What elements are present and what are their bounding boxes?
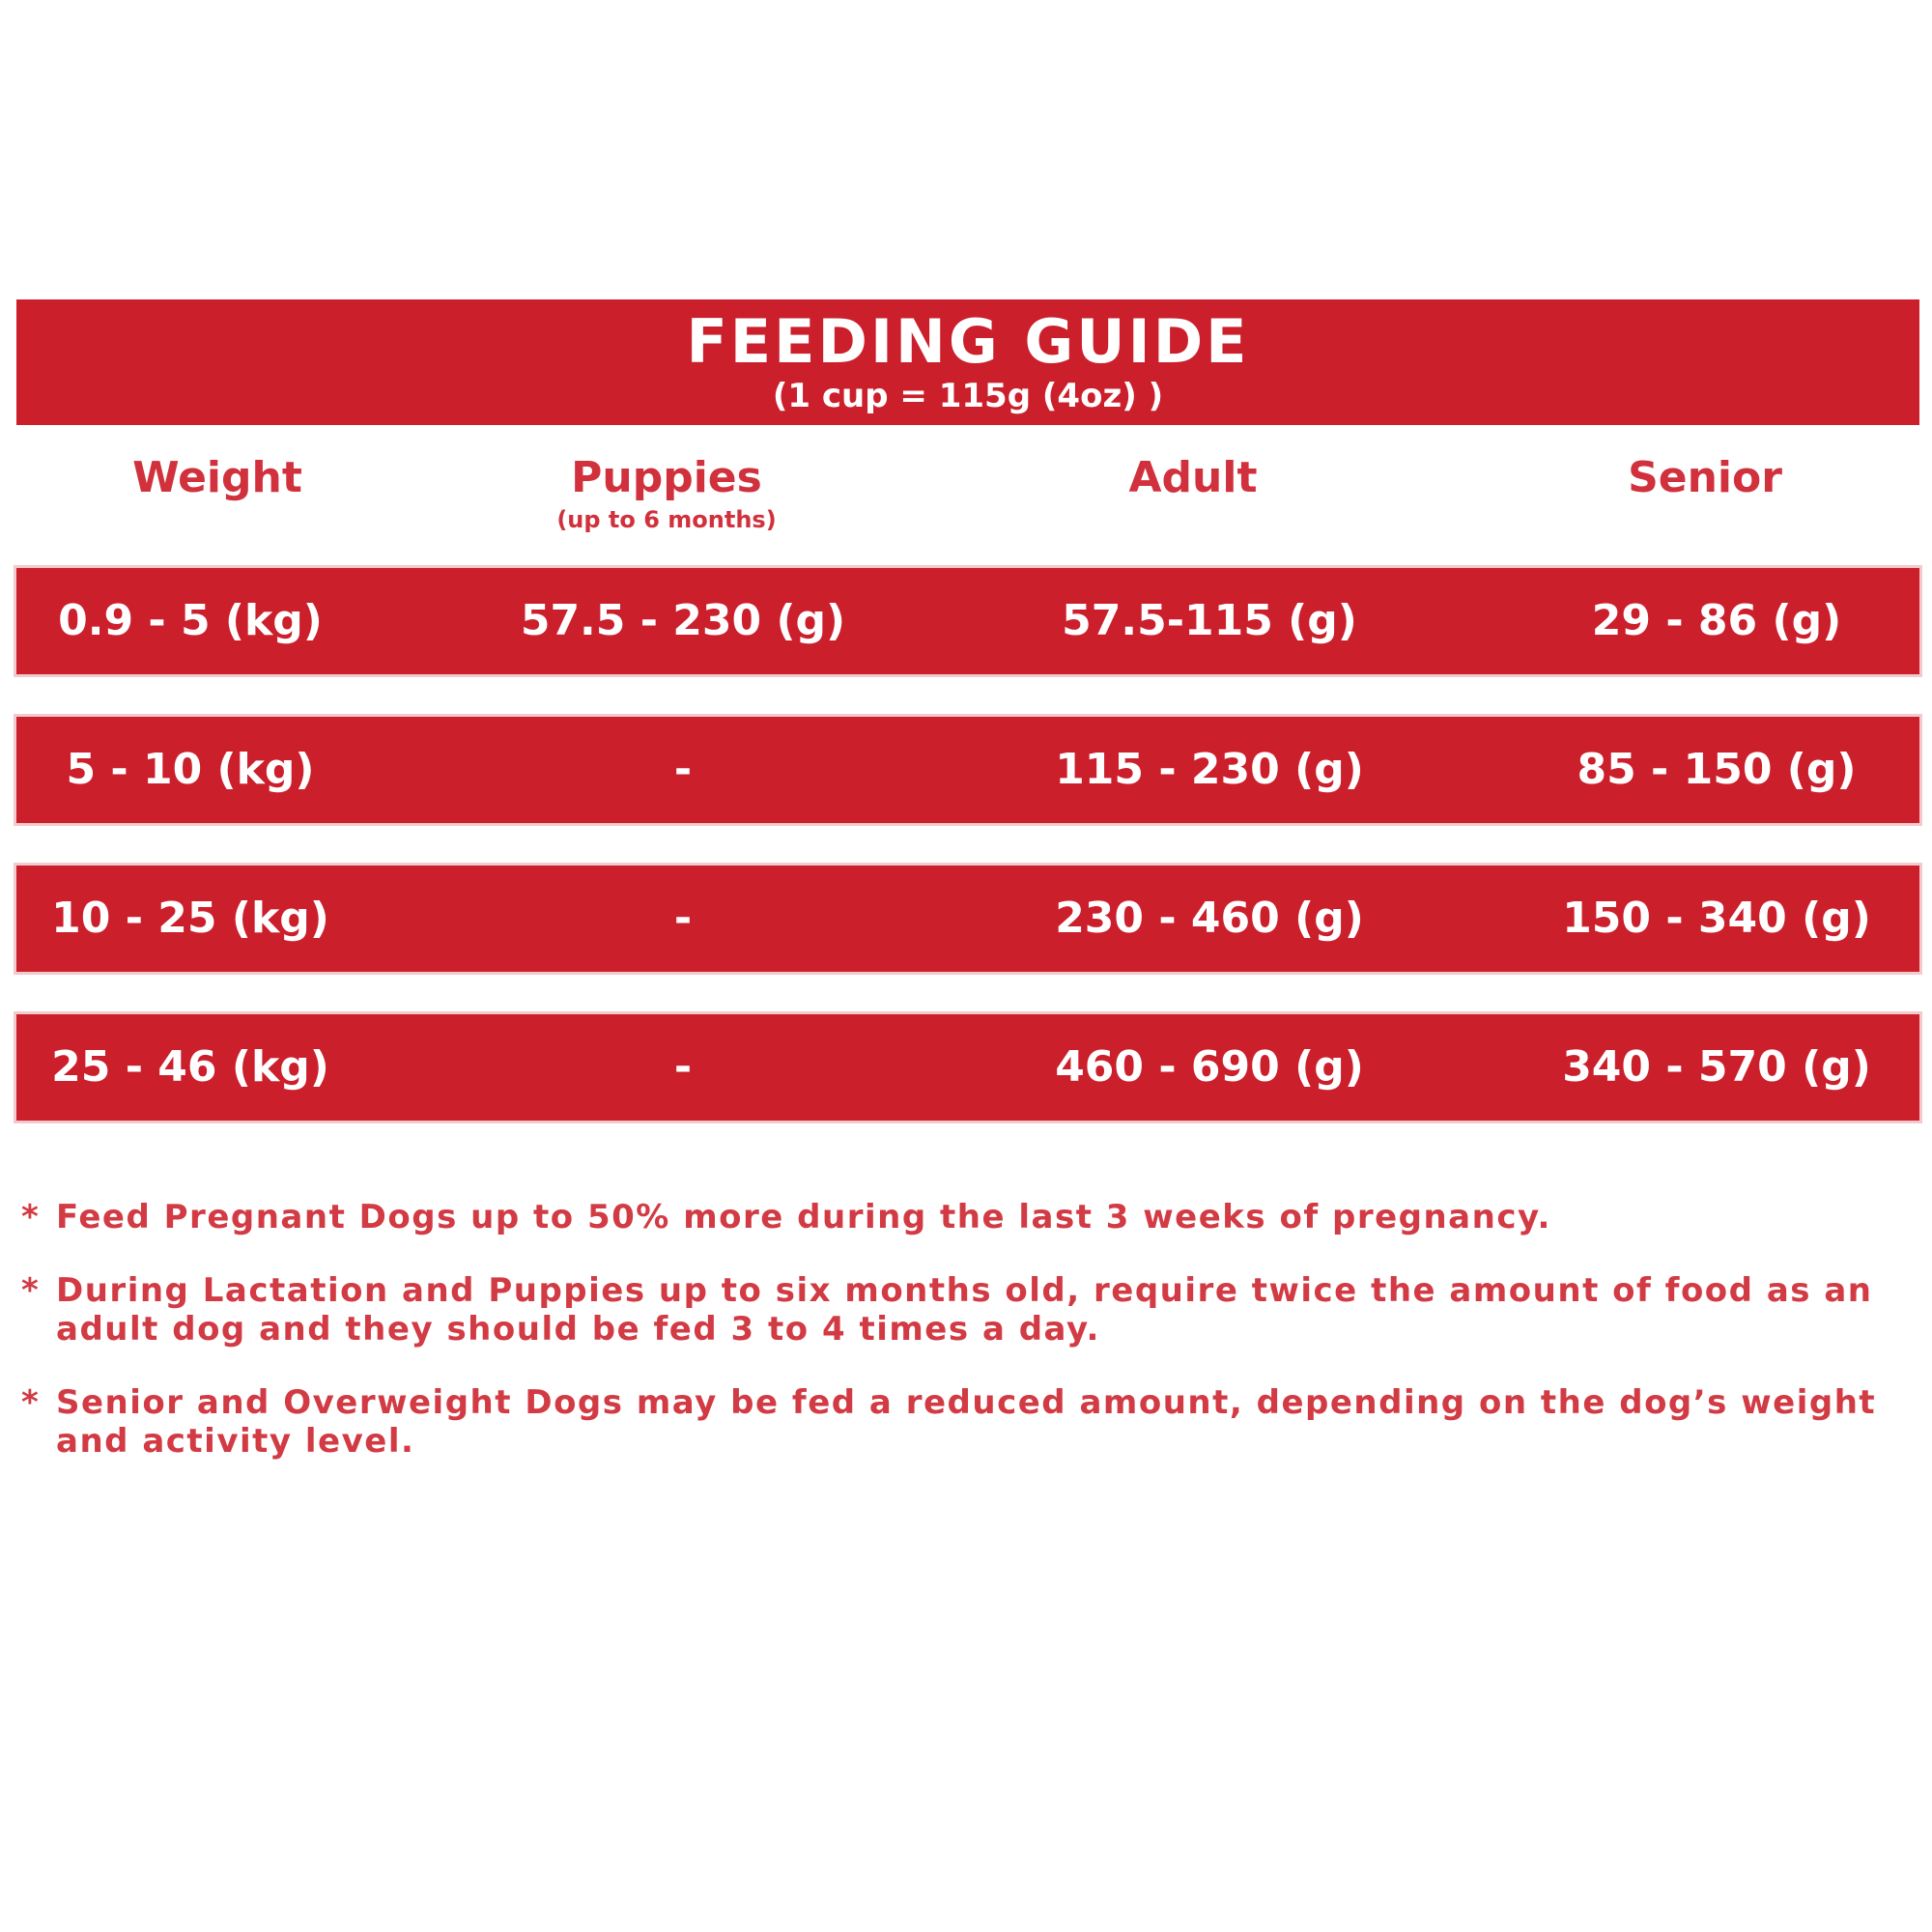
weight-cell: 5 - 10 (kg) [66,745,315,794]
adult-cell: 230 - 460 (g) [1055,894,1364,943]
footnote-text: During Lactation and Puppies up to six months old, require twice the amount of food as an adult dog and they should be fed 3 to 4 times a day. [56,1271,1873,1349]
title-banner [16,299,1919,425]
senior-cell: 340 - 570 (g) [1562,1042,1871,1092]
senior-cell: 85 - 150 (g) [1577,745,1857,794]
page-subtitle: (1 cup = 115g (4oz) ) [772,377,1164,415]
footnote-marker: * [21,1198,41,1236]
column-header-puppies [512,451,821,534]
footnote-item [21,1383,1915,1461]
page-title: FEEDING GUIDE [686,306,1250,377]
weight-cell: 0.9 - 5 (kg) [58,596,323,645]
puppies-cell: - [673,894,693,943]
footnote-item [21,1198,1915,1236]
footnotes [21,1198,1915,1495]
puppies-cell: - [673,745,693,794]
adult-cell: 460 - 690 (g) [1055,1042,1364,1092]
footnote-marker: * [21,1271,41,1310]
footnote-text: Feed Pregnant Dogs up to 50% more during the last 3 weeks of pregnancy. [56,1198,1551,1236]
column-header-label: Weight [132,453,302,502]
column-header-label: Adult [1128,453,1258,502]
column-header-adult [1053,451,1333,505]
adult-cell: 57.5-115 (g) [1062,596,1357,645]
table-row [16,866,1919,972]
puppies-cell: 57.5 - 230 (g) [520,596,846,645]
column-header-weight [87,451,348,505]
table-row [16,1014,1919,1121]
column-header-sublabel: (up to 6 months) [556,506,777,533]
senior-cell: 29 - 86 (g) [1591,596,1842,645]
column-header-label: Senior [1628,453,1782,502]
senior-cell: 150 - 340 (g) [1562,894,1871,943]
footnote-text: Senior and Overweight Dogs may be fed a reduced amount, depending on the dog’s weight and activity level. [56,1383,1877,1461]
column-header-senior [1565,451,1845,505]
adult-cell: 115 - 230 (g) [1055,745,1364,794]
weight-cell: 10 - 25 (kg) [51,894,329,943]
column-header-label: Puppies [571,453,762,502]
footnote-marker: * [21,1383,41,1422]
table-row [16,717,1919,823]
puppies-cell: - [673,1042,693,1092]
table-row [16,568,1919,674]
weight-cell: 25 - 46 (kg) [51,1042,329,1092]
footnote-item [21,1271,1915,1349]
